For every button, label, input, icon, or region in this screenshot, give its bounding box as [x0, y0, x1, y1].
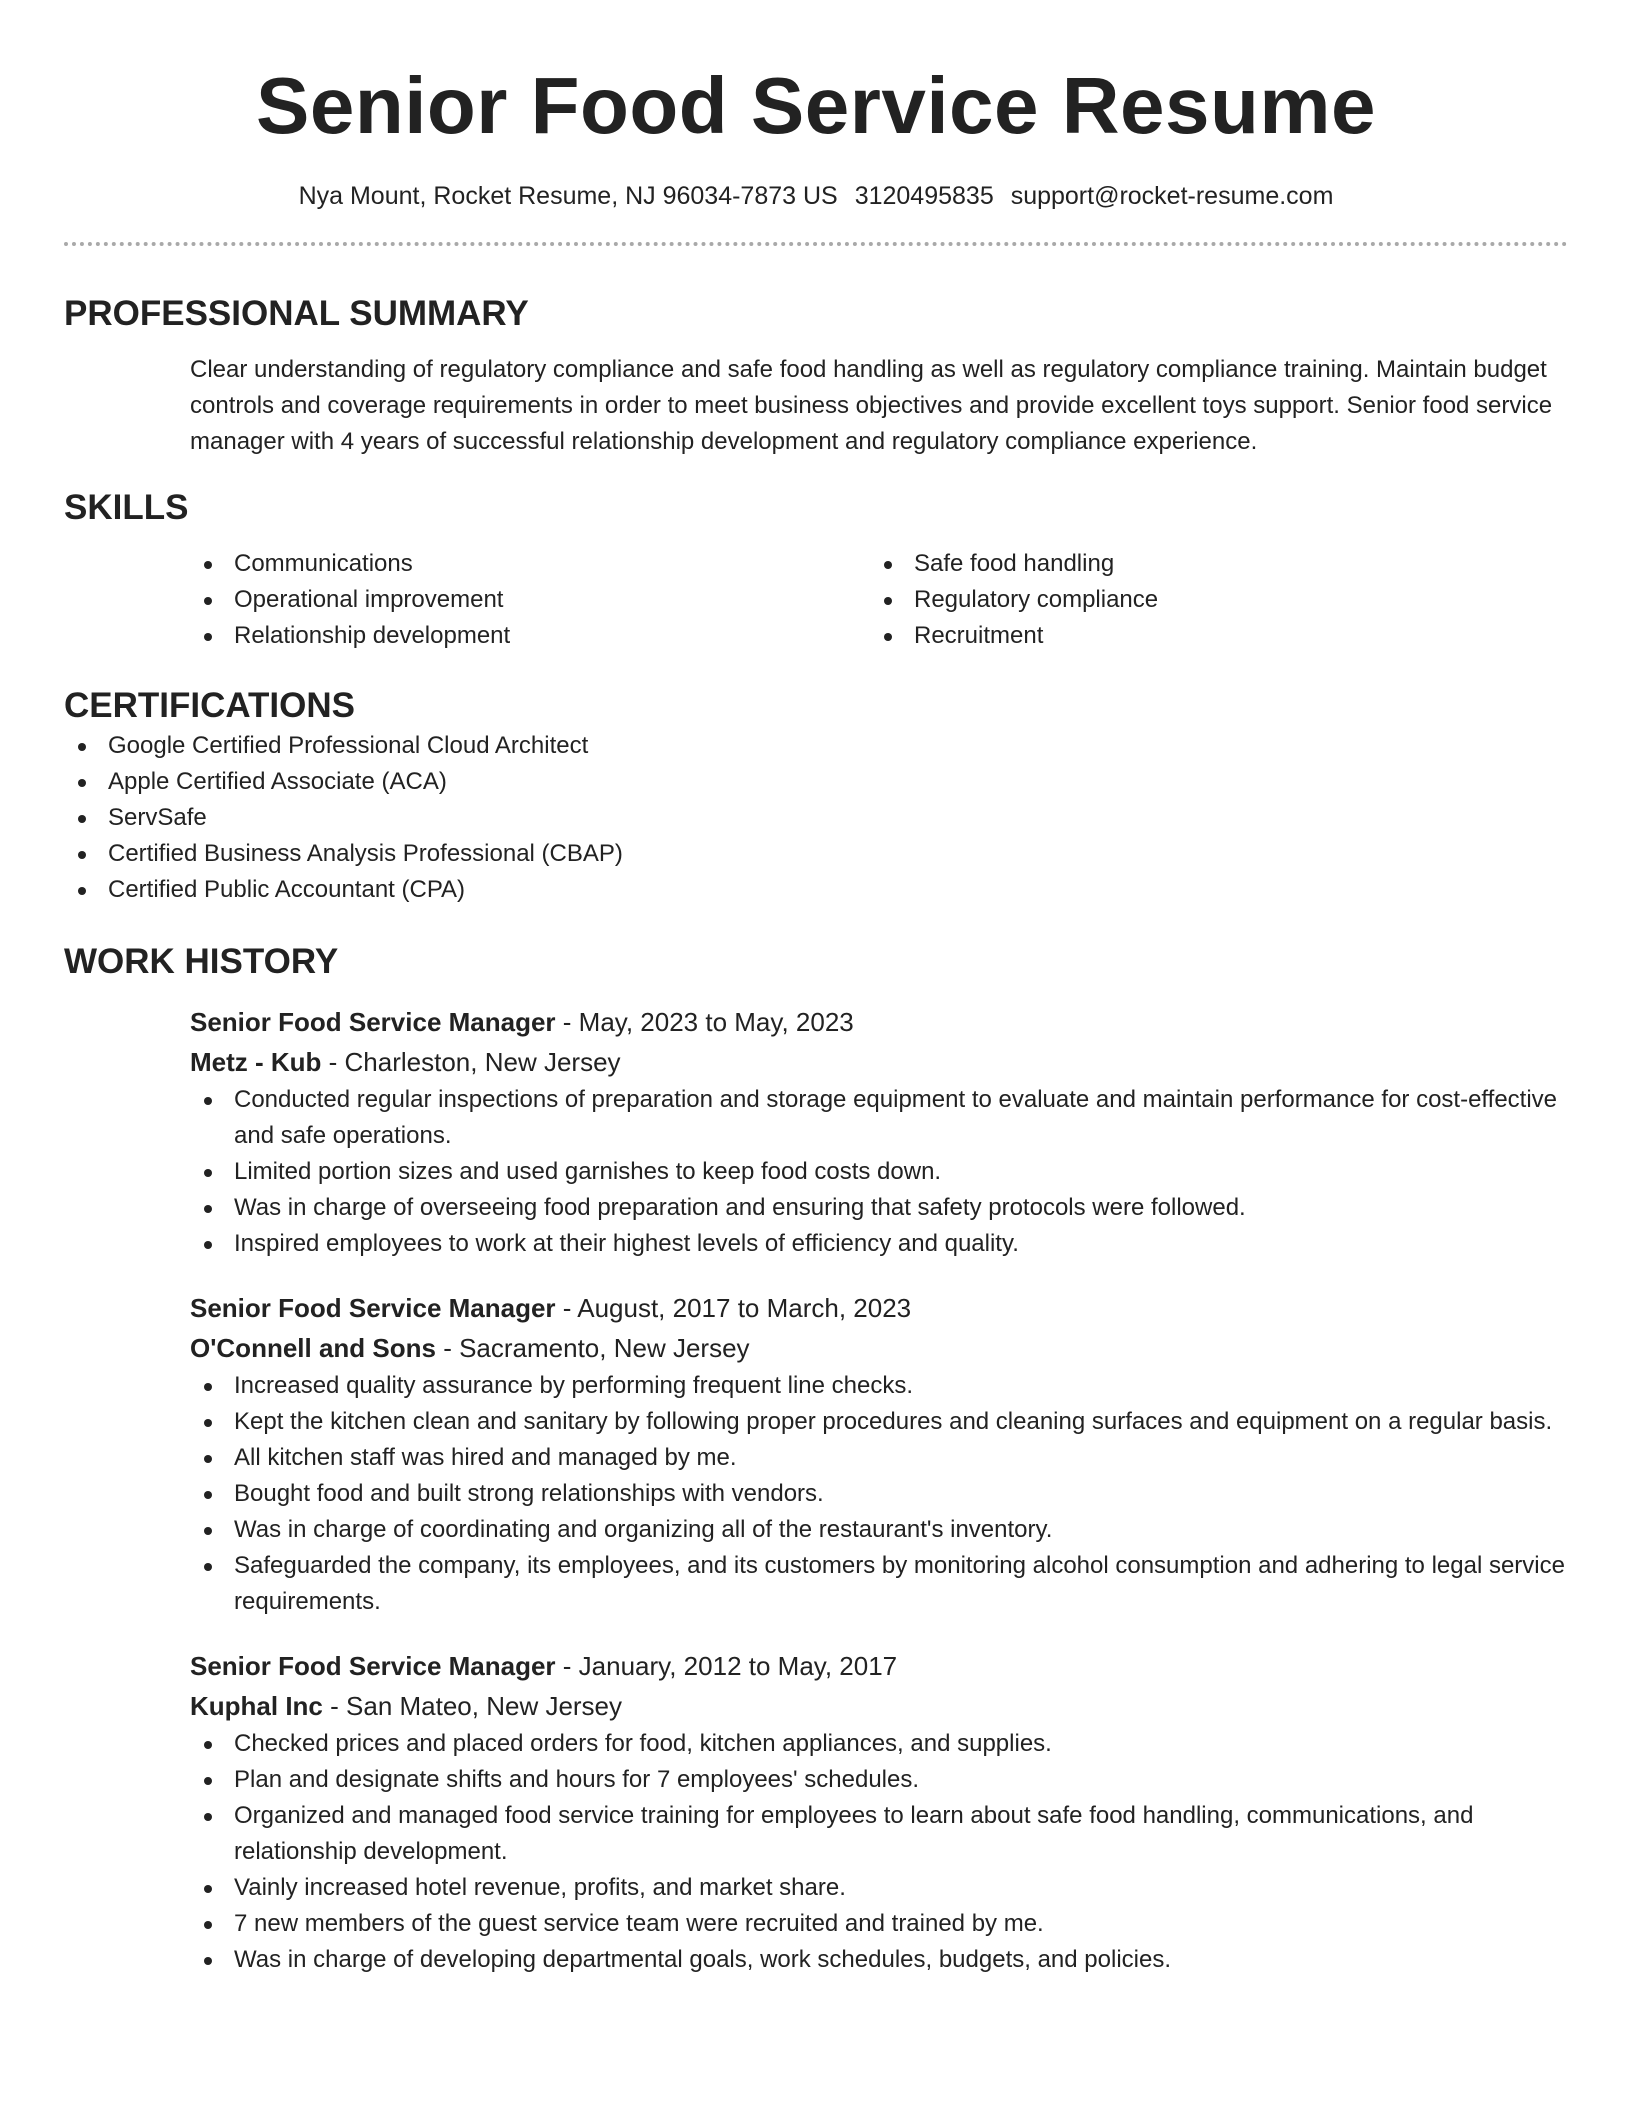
certification-item: Google Certified Professional Cloud Architect	[64, 728, 1568, 764]
work-history-section	[64, 940, 1568, 1978]
skill-item: Operational improvement	[190, 582, 870, 618]
job-dates: - May, 2023 to May, 2023	[555, 1007, 854, 1037]
job-duties-list	[190, 1368, 1568, 1620]
certification-item: Certified Public Accountant (CPA)	[64, 872, 1568, 908]
job-dates: - January, 2012 to May, 2017	[555, 1651, 898, 1681]
job-duty-item: Organized and managed food service training for employees to learn about safe food handling, communications, and relationship development.	[190, 1798, 1568, 1870]
job-company-line	[190, 1686, 1568, 1726]
job-duty-item: Was in charge of overseeing food preparation and ensuring that safety protocols were followed.	[190, 1190, 1568, 1226]
header-divider	[64, 242, 1568, 246]
job-duty-item: Vainly increased hotel revenue, profits, and market share.	[190, 1870, 1568, 1906]
section-heading-certifications: CERTIFICATIONS	[64, 686, 356, 725]
section-heading-skills: SKILLS	[64, 488, 189, 527]
skills-list-left	[190, 546, 870, 654]
job-title: Senior Food Service Manager	[190, 1293, 556, 1323]
job-location: - San Mateo, New Jersey	[322, 1691, 623, 1721]
job-duty-item: Was in charge of developing departmental goals, work schedules, budgets, and policies.	[190, 1942, 1568, 1978]
job-duty-item: All kitchen staff was hired and managed by me.	[190, 1440, 1568, 1476]
job-entry	[190, 1002, 1568, 1262]
section-heading-work-history: WORK HISTORY	[64, 942, 339, 981]
job-company: O'Connell and Sons	[190, 1333, 436, 1363]
skill-item: Recruitment	[870, 618, 1550, 654]
job-location: - Charleston, New Jersey	[321, 1047, 621, 1077]
job-duty-item: Safeguarded the company, its employees, and its customers by monitoring alcohol consumption and adhering to legal service requirements.	[190, 1548, 1568, 1620]
job-duty-item: Increased quality assurance by performing frequent line checks.	[190, 1368, 1568, 1404]
job-location: - Sacramento, New Jersey	[435, 1333, 750, 1363]
job-duty-item: Kept the kitchen clean and sanitary by following proper procedures and cleaning surfaces and equipment on a regular basis.	[190, 1404, 1568, 1440]
section-heading-summary: PROFESSIONAL SUMMARY	[64, 294, 529, 333]
certification-item: Apple Certified Associate (ACA)	[64, 764, 1568, 800]
job-duty-item: Was in charge of coordinating and organizing all of the restaurant's inventory.	[190, 1512, 1568, 1548]
certification-item: ServSafe	[64, 800, 1568, 836]
job-title-line	[190, 1288, 1568, 1328]
job-company-line	[190, 1042, 1568, 1082]
contact-address: Nya Mount, Rocket Resume, NJ 96034-7873 US	[298, 182, 838, 210]
job-duty-item: Checked prices and placed orders for food, kitchen appliances, and supplies.	[190, 1726, 1568, 1762]
certifications-list	[64, 728, 1568, 908]
job-duties-list	[190, 1082, 1568, 1262]
job-company-line	[190, 1328, 1568, 1368]
skill-item: Regulatory compliance	[870, 582, 1550, 618]
job-duty-item: Conducted regular inspections of preparation and storage equipment to evaluate and maintain performance for cost-effective and safe operations.	[190, 1082, 1568, 1154]
certifications-section	[64, 684, 1568, 908]
skills-list-right	[870, 546, 1550, 654]
job-company: Metz - Kub	[190, 1047, 322, 1077]
job-duty-item: Inspired employees to work at their highest levels of efficiency and quality.	[190, 1226, 1568, 1262]
job-title: Senior Food Service Manager	[190, 1007, 556, 1037]
contact-phone: 3120495835	[854, 182, 994, 210]
job-company: Kuphal Inc	[190, 1691, 323, 1721]
job-duty-item: Plan and designate shifts and hours for 7 employees' schedules.	[190, 1762, 1568, 1798]
professional-summary-section	[64, 292, 1568, 460]
job-title: Senior Food Service Manager	[190, 1651, 556, 1681]
summary-text: Clear understanding of regulatory compliance and safe food handling as well as regulatory compliance training. Maintain budget controls and coverage requirements in order to meet business objectives and provide excellent toys support. Senior food service manager with 4 years of successful relationship development and regulatory compliance experience.	[190, 356, 1553, 455]
job-duty-item: 7 new members of the guest service team were recruited and trained by me.	[190, 1906, 1568, 1942]
certification-item: Certified Business Analysis Professional (CBAP)	[64, 836, 1568, 872]
skill-item: Relationship development	[190, 618, 870, 654]
job-duty-item: Limited portion sizes and used garnishes to keep food costs down.	[190, 1154, 1568, 1190]
job-title-line	[190, 1002, 1568, 1042]
job-duties-list	[190, 1726, 1568, 1978]
job-title-line	[190, 1646, 1568, 1686]
job-entry	[190, 1646, 1568, 1978]
skill-item: Safe food handling	[870, 546, 1550, 582]
page-title: Senior Food Service Resume	[255, 61, 1377, 150]
job-duty-item: Bought food and built strong relationships with vendors.	[190, 1476, 1568, 1512]
job-dates: - August, 2017 to March, 2023	[555, 1293, 912, 1323]
contact-info	[64, 180, 1568, 212]
skill-item: Communications	[190, 546, 870, 582]
job-entry	[190, 1288, 1568, 1620]
contact-email: support@rocket-resume.com	[1010, 182, 1334, 210]
skills-grid	[190, 546, 1568, 654]
skills-section	[64, 486, 1568, 654]
